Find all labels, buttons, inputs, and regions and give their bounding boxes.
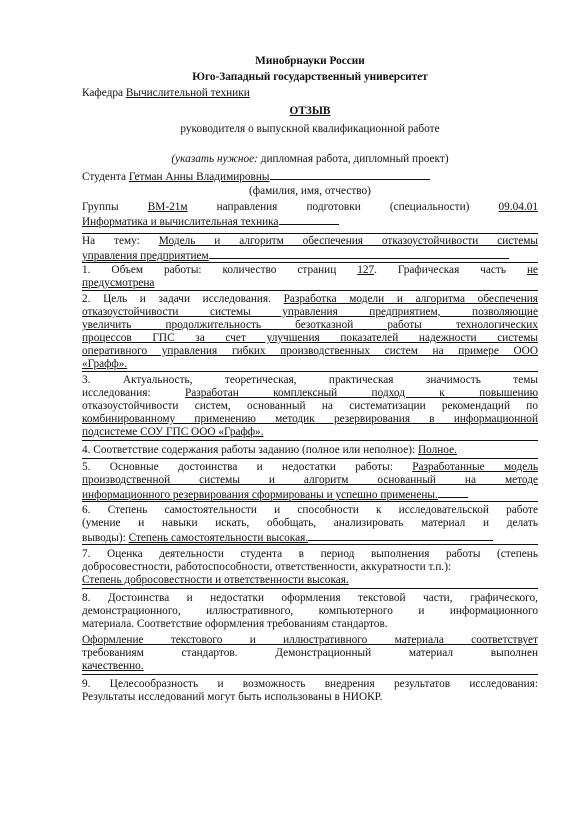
- item1-pages: 127: [357, 264, 375, 276]
- item4-label: 4. Соответствие содержания работы заданию (полное или неполное):: [82, 444, 416, 456]
- ministry-heading: Минобрнауки России: [255, 55, 365, 67]
- item7-line2: добросовестности, работоспособности, ответственности, аккуратности т.п.):: [82, 561, 452, 573]
- item1-line1: [82, 264, 538, 277]
- item5-line1: [82, 461, 538, 474]
- topic-line-1: [82, 235, 538, 248]
- divider: [82, 458, 538, 459]
- department-label: Кафедра: [82, 87, 123, 99]
- item2-line3: увеличить продолжительность безотказной работы технологических: [82, 319, 538, 331]
- document-subtitle: руководителя о выпускной квалификационной работе: [180, 123, 440, 135]
- item6-line1: 6. Степень самостоятельности и способности к исследовательской работе: [82, 504, 538, 516]
- item2-line2: отказоустойчивости системы управления предприятием, позволяющие: [82, 306, 538, 318]
- item3-text-2: Разработан комплексный подход к повышению: [184, 387, 538, 399]
- item8-line3: материала. Соответствие оформления требованиям стандартов.: [82, 618, 388, 630]
- item9-line1: 9. Целесообразность и возможность внедрения результатов исследования:: [82, 678, 538, 690]
- item2-heading: 2. Цель и задачи исследования.: [82, 293, 271, 305]
- topic-text-1: Модель и алгоритм обеспечения отказоустойчивости системы: [158, 235, 538, 247]
- program-line: [82, 214, 538, 229]
- divider: [82, 501, 538, 502]
- item8-line5: требованиям стандартов. Демонстрационный материал выполнен: [82, 647, 538, 659]
- department-name: Вычислительной техники: [125, 87, 250, 99]
- student-name: Гетман Анны Владимировны: [128, 171, 270, 183]
- topic-underline: [209, 248, 509, 259]
- divider: [82, 440, 538, 441]
- item3-label: исследования:: [82, 387, 151, 399]
- item1-graphics-value-2: предусмотрена: [82, 277, 155, 289]
- item2-text-1: Разработка модели и алгоритма обеспечения: [283, 293, 538, 305]
- item5-text-1: Разработанные модель: [412, 461, 538, 473]
- group-value: ВМ-21м: [147, 201, 188, 213]
- program-underline: [279, 214, 339, 225]
- direction-text: направления подготовки (специальности): [216, 201, 470, 213]
- item3-line4: комбинированному применению методик резервирования в информационной: [82, 413, 538, 425]
- item7-value: Степень добросовестности и ответственности высокая.: [82, 574, 349, 586]
- item1-text: 1. Объем работы: количество страниц: [82, 264, 337, 276]
- divider: [82, 371, 538, 372]
- item8-line6: [82, 660, 538, 673]
- item3-line2: [82, 387, 538, 400]
- item3-line3: отказоустойчивости систем, основанный на систематизации рекомендаций по: [82, 400, 538, 412]
- title-text: ОТЗЫВ: [289, 105, 331, 117]
- item3-line1: 3. Актуальность, теоретическая, практическая значимость темы: [82, 374, 538, 386]
- item4-value: Полное.: [417, 444, 457, 456]
- item6-line2: (умение и навыки искать, обобщать, анализировать материал и делать: [82, 517, 538, 529]
- document-title: [82, 105, 538, 118]
- work-type-hint: [82, 153, 538, 166]
- item6-line3: [82, 530, 538, 545]
- student-label: Студента: [82, 171, 127, 183]
- item6-label: выводы):: [82, 532, 126, 544]
- item6-underline: [308, 530, 493, 541]
- item2-line5: оперативного управления гибких производственных систем на примере ООО: [82, 345, 538, 357]
- item8-line1: 8. Достоинства и недостатки оформления текстовой части, графического,: [82, 592, 538, 604]
- divider: [82, 233, 538, 234]
- university-heading: Юго-Западный государственный университет: [192, 71, 428, 83]
- item3-text-5: подсистеме СОУ ГПС ООО «Графф».: [82, 426, 264, 438]
- hint-italic: (указать нужное:: [171, 153, 258, 165]
- program-name: Информатика и вычислительная техника: [82, 216, 279, 228]
- item3-line5: [82, 426, 538, 439]
- item5-text-3: информационного резервирования сформированы и успешно применены.: [82, 489, 438, 501]
- item2-line4: процессов ГПС за счет улучшения показателей надежности системы: [82, 332, 538, 344]
- item4-line: [82, 444, 538, 457]
- topic-text-2: управления предприятием: [82, 250, 209, 262]
- item8-text-6: качественно.: [82, 660, 144, 672]
- group-label: Группы: [82, 201, 119, 213]
- item1-graphics-label: . Графическая часть: [374, 264, 507, 276]
- student-name-caption: (фамилия, имя, отчество): [249, 185, 371, 197]
- student-name-underline: [270, 169, 430, 180]
- hint-rest: дипломная работа, дипломный проект): [260, 153, 449, 165]
- divider: [82, 262, 538, 263]
- department-line: [82, 87, 538, 100]
- student-line: [82, 169, 538, 184]
- item8-line4: Оформление текстового и иллюстративного материала соответствует: [82, 634, 538, 646]
- divider: [82, 544, 538, 545]
- item9-line2: Результаты исследований могут быть использованы в НИОКР.: [82, 691, 383, 703]
- item7-line1: 7. Оценка деятельности студента в период выполнения работы (степень: [82, 548, 538, 560]
- divider: [82, 290, 538, 291]
- divider: [82, 674, 538, 675]
- topic-line-2: [82, 248, 538, 263]
- item6-value: Степень самостоятельности высокая.: [128, 532, 309, 544]
- direction-code: 09.04.01: [498, 201, 538, 213]
- item1-graphics-value: не: [526, 264, 538, 276]
- item5-line2: производственной системы и алгоритм основанный на методе: [82, 474, 538, 486]
- item2-text-6: «Графф».: [82, 358, 128, 370]
- divider: [82, 588, 538, 589]
- item8-line2: демонстрационного, иллюстративного, компьютерного и информационного: [82, 605, 538, 617]
- item5-underline: [438, 487, 468, 498]
- item1-line2: [82, 277, 538, 290]
- item7-line3: [82, 574, 538, 587]
- item2-line1: [82, 293, 538, 306]
- item5-line3: [82, 487, 538, 502]
- group-line: [82, 201, 538, 214]
- item2-line6: [82, 358, 538, 371]
- item5-label: 5. Основные достоинства и недостатки работы:: [82, 461, 393, 473]
- topic-label: На тему:: [82, 235, 140, 247]
